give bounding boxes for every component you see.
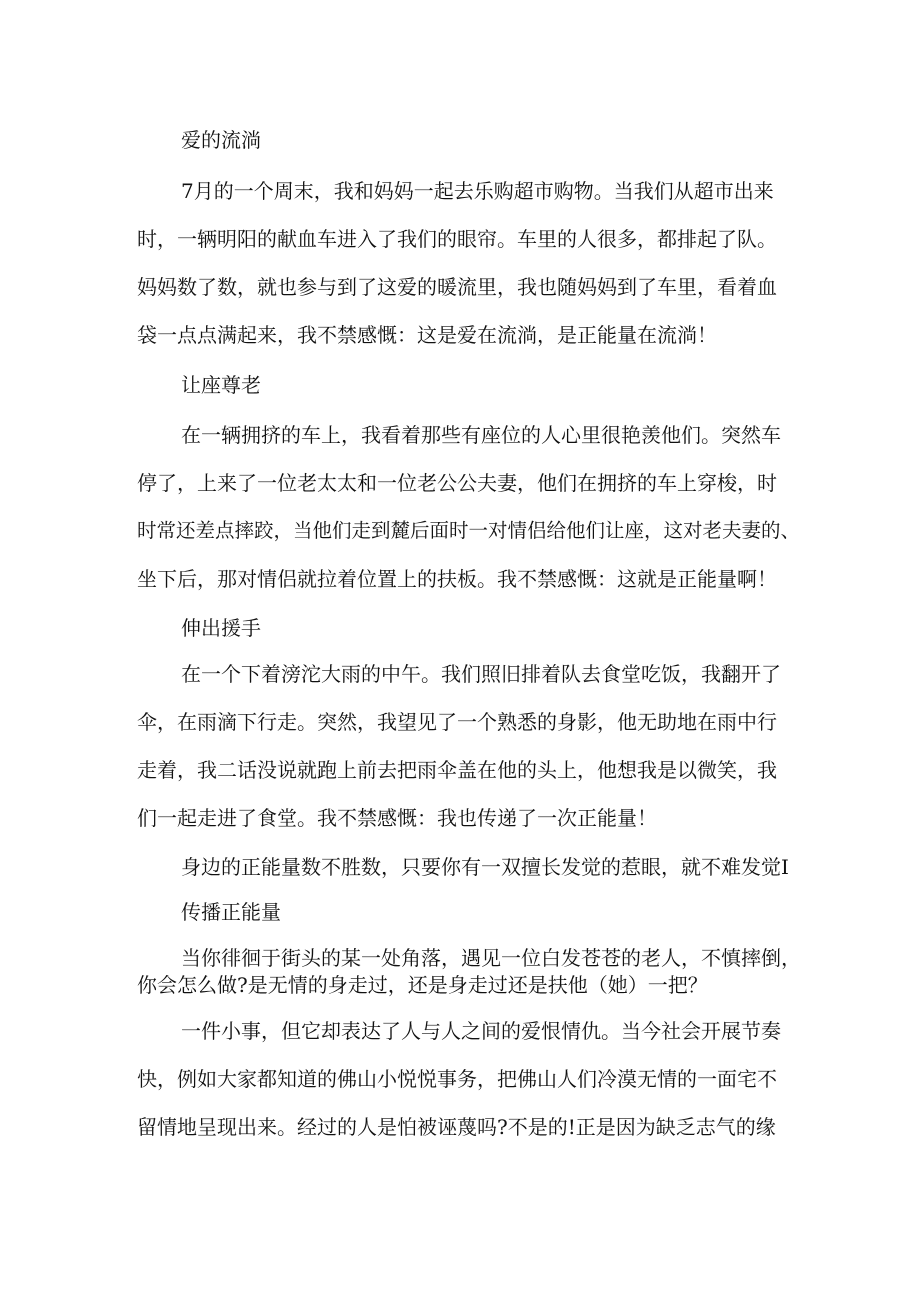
- section-title: 伸出援手: [181, 616, 261, 640]
- paragraph-line: 当你徘徊于街头的某一处角落，遇见一位白发苍苍的老人，不慎摔倒，: [181, 946, 801, 970]
- paragraph-line: 时，一辆明阳的献血车进入了我们的眼帘。车里的人很多，都排起了队。: [137, 227, 777, 251]
- paragraph-line: 们一起走进了食堂。我不禁感慨：我也传递了一次正能量！: [137, 806, 657, 830]
- paragraph-line: 在一个下着滂沱大雨的中午。我们照旧排着队去食堂吃饭，我翻开了: [181, 662, 781, 686]
- paragraph-line: 留情地呈现出来。经过的人是怕被诬蔑吗?不是的!正是因为缺乏志气的缘: [137, 1115, 776, 1139]
- paragraph-line: 袋一点点满起来，我不禁感慨：这是爱在流淌，是正能量在流淌！: [137, 323, 717, 347]
- paragraph-line: 走着，我二话没说就跑上前去把雨伞盖在他的头上，他想我是以微笑，我: [137, 758, 777, 782]
- section-title: 爱的流淌: [181, 128, 261, 152]
- section-title: 让座尊老: [181, 373, 261, 397]
- paragraph-line: 一件小事，但它却表达了人与人之间的爱恨情仇。当今社会开展节奏: [181, 1019, 781, 1043]
- paragraph-line: 你会怎么做?是无情的身走过，还是身走过还是扶他（她）一把？: [137, 973, 708, 997]
- paragraph-line: 坐下后，那对情侣就拉着位置上的扶板。我不禁感慨：这就是正能量啊！: [137, 567, 777, 591]
- paragraph-line: 妈妈数了数，就也参与到了这爱的暖流里，我也随妈妈到了车里，看着血: [137, 275, 777, 299]
- paragraph-line: 在一辆拥挤的车上，我看着那些有座位的人心里很艳羡他们。突然车: [181, 423, 781, 447]
- paragraph-line: 伞，在雨滴下行走。突然，我望见了一个熟悉的身影，他无助地在雨中行: [137, 710, 777, 734]
- paragraph-line: 快，例如大家都知道的佛山小悦悦事务，把佛山人们冷漠无情的一面宅不: [137, 1067, 777, 1091]
- paragraph-line: 时常还差点摔跤，当他们走到麓后面时一对情侣给他们让座，这对老夫妻的、: [137, 519, 801, 542]
- paragraph-line: 7月的一个周末，我和妈妈一起去乐购超市购物。当我们从超市出来: [181, 179, 774, 203]
- section-title: 传播正能量: [181, 900, 281, 924]
- paragraph-line: 身边的正能量数不胜数，只要你有一双擅长发觉的惹眼，就不难发觉I: [181, 855, 789, 879]
- paragraph-line: 停了，上来了一位老太太和一位老公公夫妻，他们在拥挤的车上穿梭，时: [137, 471, 777, 495]
